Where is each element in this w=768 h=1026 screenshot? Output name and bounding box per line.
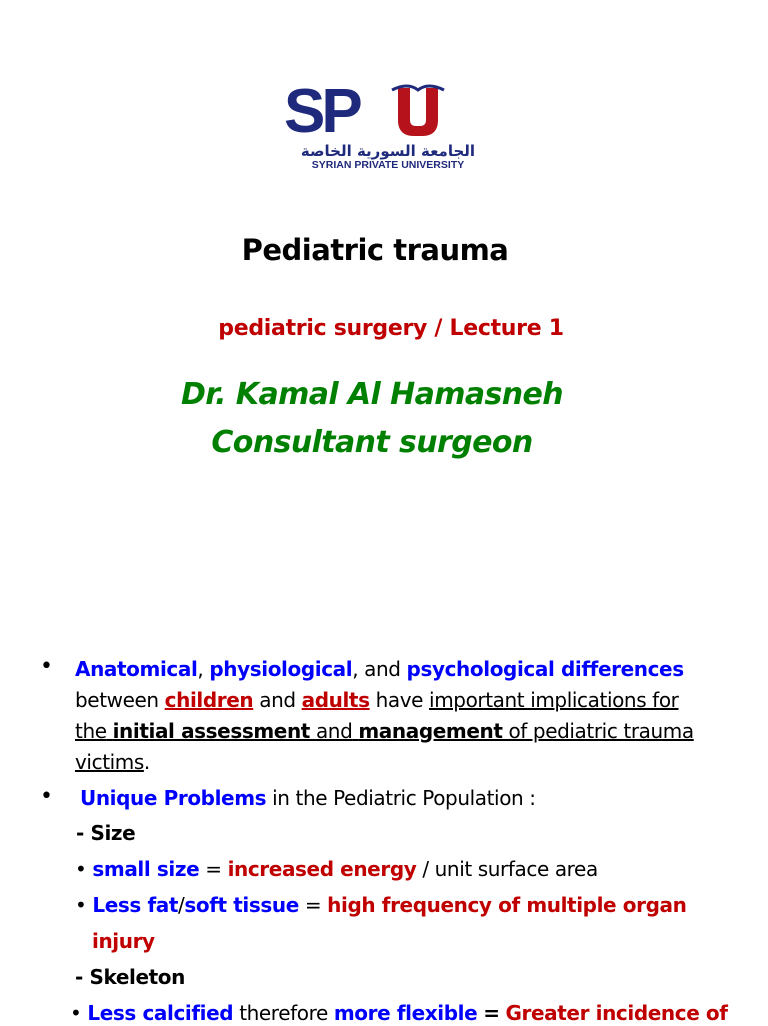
logo-english-name: SYRIAN PRIVATE UNIVERSITY (311, 159, 465, 171)
term-increased-energy: increased energy (227, 857, 417, 881)
term-anatomical: Anatomical (75, 657, 198, 681)
size-item2 (75, 892, 686, 918)
text: = (304, 893, 322, 917)
term-less-fat: Less fat (92, 893, 179, 917)
skeleton-heading: - Skeleton (75, 965, 185, 989)
bullet1-line4 (75, 749, 150, 775)
bullet1-line1 (75, 656, 684, 682)
text: therefore (239, 1001, 328, 1025)
text: , and (352, 657, 401, 681)
size-heading: - Size (76, 821, 136, 845)
subtitle: pediatric surgery / Lecture 1 (218, 316, 564, 341)
size-item2-cont: injury (92, 929, 155, 953)
term-physiological: physiological (209, 657, 353, 681)
text: = (483, 1001, 500, 1025)
term-psychological-differences: psychological differences (406, 657, 684, 681)
text: and (315, 719, 353, 743)
term-greater-incidence: Greater incidence of (505, 1001, 728, 1025)
text: / unit surface area (422, 857, 598, 881)
bullet-icon: • (40, 654, 53, 679)
term-children: children (164, 688, 254, 712)
text: , (197, 657, 204, 681)
logo-letters-sp: SP (284, 80, 359, 146)
bullet-icon: • (75, 893, 87, 917)
term-less-calcified: Less calcified (87, 1001, 234, 1025)
text: . (143, 750, 150, 774)
text: / (178, 893, 185, 917)
text: the (75, 719, 107, 743)
bullet1-line2 (75, 687, 679, 713)
text: of pediatric trauma (508, 719, 694, 743)
term-initial-assessment: initial assessment (112, 719, 310, 743)
text: have (375, 688, 424, 712)
term-soft-tissue: soft tissue (184, 893, 299, 917)
underlined-text: victims (75, 750, 144, 774)
text: and (259, 688, 296, 712)
term-small-size: small size (92, 857, 200, 881)
logo-arabic-name: الجامعة السورية الخاصة (300, 142, 476, 160)
logo-letter-u (398, 88, 438, 136)
underlined-text: important implications for (429, 688, 679, 712)
doctor-name: Dr. Kamal Al Hamasneh (180, 377, 564, 412)
term-more-flexible: more flexible (333, 1001, 478, 1025)
bullet2-line (80, 785, 536, 811)
term-unique-problems: Unique Problems (80, 786, 267, 810)
size-item1 (75, 856, 598, 882)
skeleton-item1 (70, 1000, 728, 1026)
text: in the Pediatric Population : (272, 786, 536, 810)
doctor-role: Consultant surgeon (211, 425, 533, 460)
bullet-icon: • (40, 784, 53, 809)
term-high-frequency: high frequency of multiple organ (327, 893, 687, 917)
text: = (205, 857, 222, 881)
term-adults: adults (301, 688, 370, 712)
page-title: Pediatric trauma (241, 233, 509, 267)
bullet-icon: • (75, 857, 87, 881)
bullet-icon: • (70, 1001, 82, 1025)
term-management: management (358, 719, 503, 743)
university-logo (282, 80, 494, 172)
bullet1-line3 (75, 718, 694, 744)
text: between (75, 688, 159, 712)
